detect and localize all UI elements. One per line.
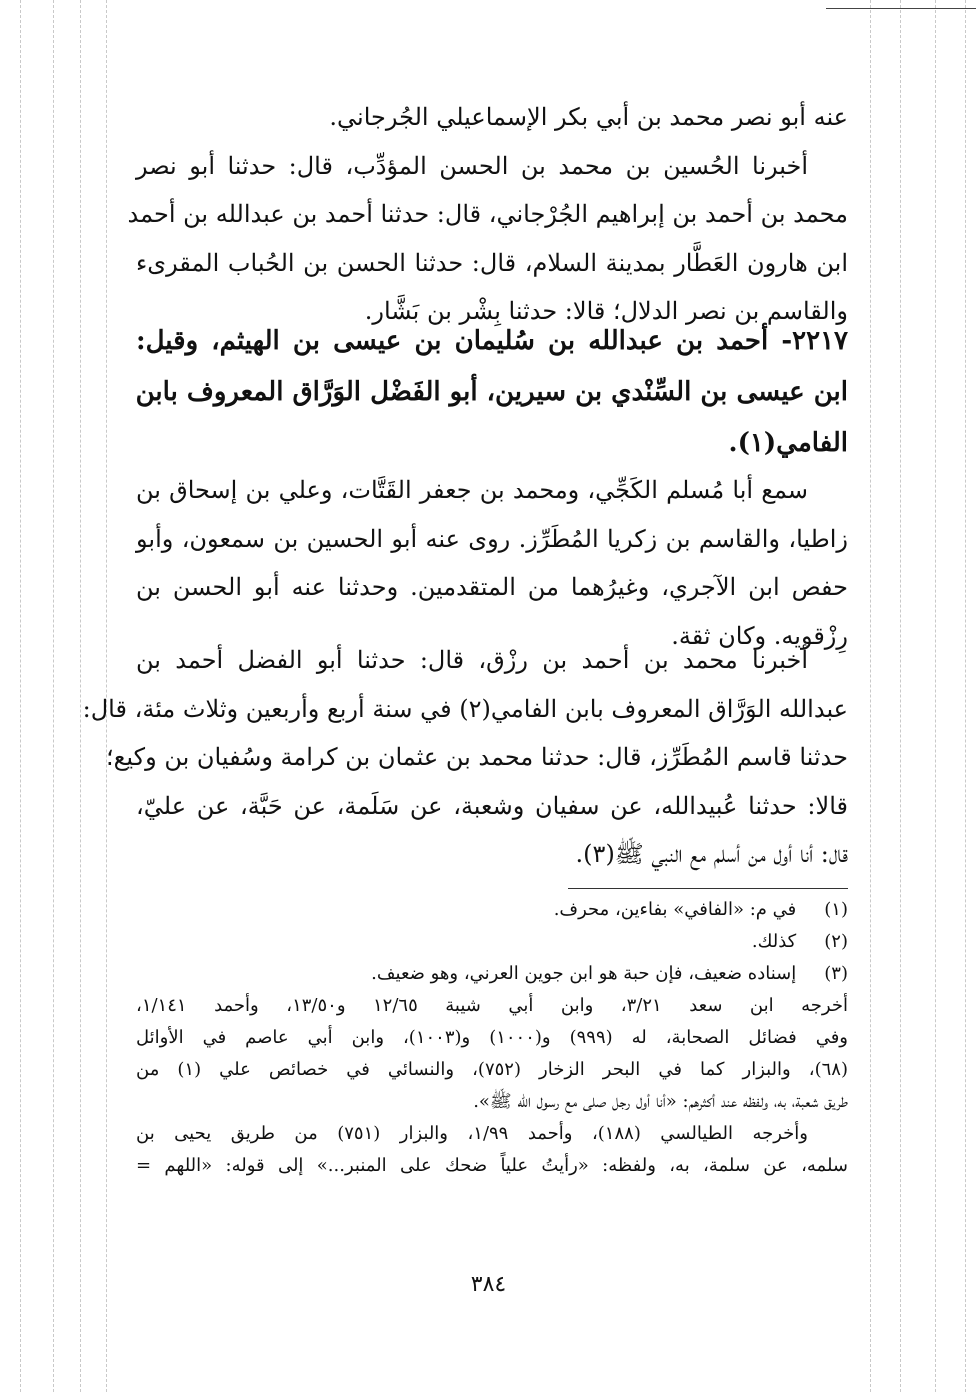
top-rule [826,8,976,9]
footnote-number: (٣) [824,963,848,984]
entry-line: الفامي(١). [728,428,848,458]
text-line: أخبرنا الحُسين بن محمد بن الحسن المؤدِّب، قال: حدثنا أبو نصر [136,151,808,180]
entry-heading [136,316,848,469]
margin-guide [870,0,871,1392]
footnote-divider [568,888,848,889]
text-line: عبدالله الوَرَّاق المعروف بابن الفامي(٢) في سنة أربع وأربعين وثلاث مئة، قال: [82,694,848,723]
text-line: عنه أبو نصر محمد بن أبي بكر الإسماعيلي الجُرجاني. [329,103,848,131]
footnote-text: كذلك. [751,931,797,952]
text-line: زاطيا، والقاسم بن زكريا المُطَرِّز. روى عنه أبو الحسين بن سمعون، وأبو [136,524,848,553]
page-number: ٣٨٤ [470,1272,507,1297]
text-line: قالا: حدثنا عُبيدالله، عن سفيان وشعبة، عن سَلَمة، عن حَبَّة، عن عليّ، [136,791,848,820]
text-line: حفص ابن الآجري، وغيرُهما من المتقدمين. وحدثنا عنه أبو الحسن بن [136,573,848,601]
margin-guide [80,0,81,1392]
footnote-2 [136,926,848,958]
text-line: رِزْقويه. وكان ثقة. [671,621,848,650]
footnote-line: طريق شعبة، به، ولفظه عند أكثرهم: «أنا أول رجل صلى مع رسول الله ﷺ». [473,1091,848,1112]
footnote-line: وأخرجه الطيالسي (١٨٨)، وأحمد ١/٩٩، والبزار (٧٥١) من طريق يحيى بن [136,1123,808,1144]
entry-line: ابن عيسى بن السِّنْدي بن سيرين، أبو الفَضْل الوَرَّاق المعروف بابن [135,377,848,407]
text-line: أخبرنا محمد بن أحمد بن رزْق، قال: حدثنا أبو الفضل أحمد بن [136,646,808,674]
text-line: محمد بن أحمد بن إبراهيم الجُرْجاني، قال: حدثنا أحمد بن عبدالله بن أحمد [127,200,848,228]
margin-guide [53,0,54,1392]
entry-line: ٢٢١٧- أحمد بن عبدالله بن سُليمان بن عيسى بن الهيثم، وقيل: [136,326,848,356]
margin-guide [935,0,936,1392]
footnote-number: (١) [824,899,848,920]
hadith-paragraph [82,636,848,879]
footnote-text: إسناده ضعيف، فإن حبة هو ابن جوين العرني، وهو ضعيف. [371,963,797,984]
footnote-1 [136,894,848,926]
footnote-line: (٦٨)، والبزار كما في البحر الزخار (٧٥٢)، والنسائي في خصائص علي (١) من [136,1059,848,1080]
footnote-text: في م: «الفافي» بفاءين، محرف. [553,899,797,920]
footnote-number: (٢) [824,931,848,952]
text-line: قال: أنا أول من أسلم مع النبي ﷺ(٣). [575,840,848,868]
text-line: ابن هارون العَطَّار بمدينة السلام، قال: حدثنا الحسن بن الحُباب المقرىء [136,248,848,277]
margin-guide [965,0,966,1392]
footnote-3 [136,958,848,990]
footnotes [136,894,848,1182]
opening-paragraph [127,93,848,336]
narrators-paragraph [136,466,848,660]
text-line: سمع أبا مُسلم الكَجِّي، ومحمد بن جعفر القَتَّات، وعلي بن إسحاق بن [136,476,808,504]
footnote-line: وفي فضائل الصحابة، له (٩٩٩) و(١٠٠٠) و(١٠٠٣)، وابن أبي عاصم في الأوائل [136,1027,848,1048]
footnote-line: أخرجه ابن سعد ٣/٢١، وابن أبي شيبة ١٢/٦٥ و١٣/٥٠، وأحمد ١/١٤١، [136,995,848,1016]
margin-guide [20,0,21,1392]
margin-guide [900,0,901,1392]
footnote-line: سلمه، عن سلمة، به، ولفظه: «رأيتُ علياً ضحك على المنبر...» إلى قوله: «اللهم = [136,1155,848,1176]
text-line: والقاسم بن نصر الدلال؛ قالا: حدثنا بِشْر بن بَشَّار. [364,297,848,325]
text-line: حدثنا قاسم المُطَرِّز، قال: حدثنا محمد بن عثمان بن كرامة وسُفيان بن وكيع؛ [106,743,848,771]
